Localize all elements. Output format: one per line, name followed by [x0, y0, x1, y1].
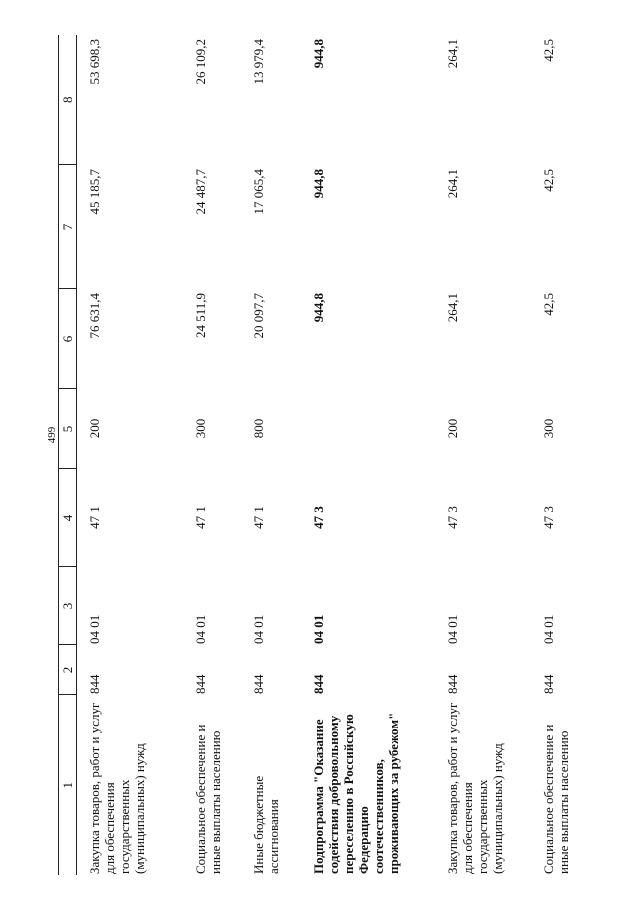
cell-col2: 844	[540, 674, 556, 694]
cell-col4: 47 1	[192, 506, 208, 529]
table-row	[531, 35, 579, 875]
cell-col5: 200	[444, 418, 460, 439]
cell-col6: 264,1	[444, 293, 460, 323]
cell-col8: 264,1	[444, 39, 460, 69]
cell-col8: 944,8	[310, 39, 326, 69]
column-header: 3	[59, 567, 77, 645]
cell-col6: 24 511,9	[192, 293, 208, 339]
cell-col5	[301, 389, 435, 469]
cell-col2: 844	[444, 674, 460, 694]
cell-col8: 53 698,3	[87, 39, 102, 85]
cell-col3: 04 01	[87, 614, 102, 644]
table-row	[77, 35, 183, 875]
row-name: Иные бюджетные ассигнования	[250, 775, 281, 874]
table-row	[301, 35, 435, 875]
table-header-row	[59, 35, 77, 875]
column-header: 4	[59, 469, 77, 567]
row-name: Закупка товаров, работ и услуг для обеспечения государственных (муниципальных) нужд	[444, 702, 505, 874]
cell-col4: 47 3	[444, 506, 460, 529]
cell-col4: 47 3	[310, 506, 326, 529]
row-name: Социальное обеспечение и иные выплаты населению	[192, 724, 223, 874]
cell-col3: 04 01	[310, 614, 326, 644]
row-name: Закупка товаров, работ и услуг для обеспечения государственных (муниципальных) нужд	[87, 702, 147, 874]
cell-col7: 944,8	[310, 169, 326, 199]
cell-col7: 264,1	[444, 169, 460, 199]
cell-col7: 42,5	[540, 169, 556, 192]
cell-col4: 47 1	[87, 506, 102, 529]
column-header: 6	[59, 289, 77, 389]
cell-col2: 844	[310, 674, 326, 694]
table-row	[241, 35, 301, 875]
cell-col5: 800	[250, 418, 266, 439]
row-name: Подпрограмма "Оказание содействия добровольному переселению в Российскую Федерацию соотечественников, проживающих за рубежом"	[310, 712, 401, 874]
cell-col6: 20 097,7	[250, 293, 266, 339]
rotated-page-content	[58, 35, 580, 875]
table-row	[435, 35, 531, 875]
cell-col5: 200	[87, 418, 102, 439]
cell-col2: 844	[250, 674, 266, 694]
budget-table	[58, 35, 579, 875]
cell-col3: 04 01	[444, 614, 460, 644]
cell-col4: 47 3	[540, 506, 556, 529]
row-name: Социальное обеспечение и иные выплаты населению	[540, 724, 571, 874]
cell-col3: 04 01	[250, 614, 266, 644]
cell-col4: 47 1	[250, 506, 266, 529]
cell-col5: 300	[540, 418, 556, 439]
cell-col8: 42,5	[540, 39, 556, 62]
column-header: 8	[59, 35, 77, 165]
page-number: 499	[46, 426, 58, 444]
cell-col2: 844	[192, 674, 208, 694]
cell-col8: 13 979,4	[250, 39, 266, 85]
cell-col7: 45 185,7	[87, 169, 102, 215]
column-header: 7	[59, 165, 77, 289]
column-header: 1	[59, 695, 77, 875]
cell-col2: 844	[87, 674, 102, 694]
cell-col7: 17 065,4	[250, 169, 266, 215]
cell-col3: 04 01	[192, 614, 208, 644]
cell-col6: 42,5	[540, 293, 556, 316]
table-row	[183, 35, 241, 875]
cell-col6: 944,8	[310, 293, 326, 323]
cell-col7: 24 487,7	[192, 169, 208, 215]
cell-col5: 300	[192, 418, 208, 439]
column-header: 5	[59, 389, 77, 469]
cell-col6: 76 631,4	[87, 293, 102, 339]
cell-col3: 04 01	[540, 614, 556, 644]
column-header: 2	[59, 645, 77, 695]
cell-col8: 26 109,2	[192, 39, 208, 85]
